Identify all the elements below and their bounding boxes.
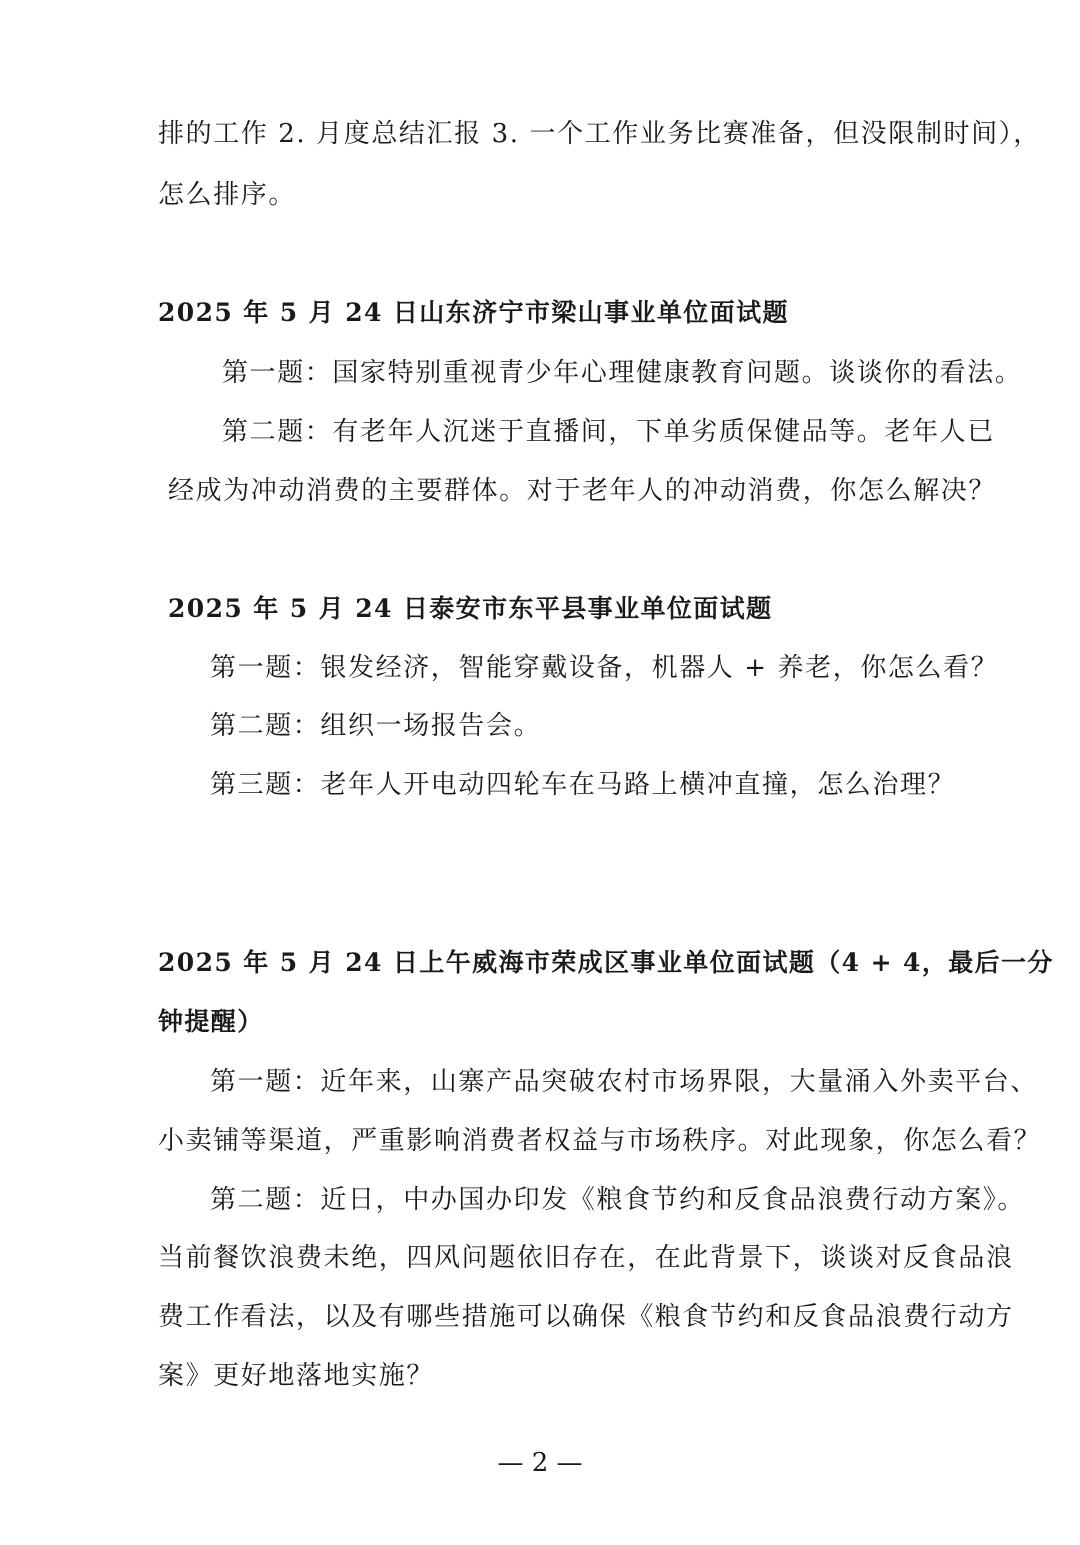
section-title-dongping: 2025 年 5 月 24 日泰安市东平县事业单位面试题	[168, 594, 773, 623]
rongcheng-question-2-line-2: 当前餐饮浪费未绝，四风问题依旧存在，在此背景下，谈谈对反食品浪	[158, 1243, 1014, 1273]
rongcheng-question-1-line-1: 第一题：近年来，山寨产品突破农村市场界限，大量涌入外卖平台、	[210, 1067, 1039, 1097]
rongcheng-question-2-line-3: 费工作看法，以及有哪些措施可以确保《粮食节约和反食品浪费行动方	[158, 1302, 1014, 1332]
rongcheng-question-2-line-1: 第二题：近日，中办国办印发《粮食节约和反食品浪费行动方案》。	[210, 1185, 1026, 1215]
page-number: — 2 —	[497, 1448, 583, 1478]
jining-question-2-line-1: 第二题：有老年人沉迷于直播间，下单劣质保健品等。老年人已	[222, 417, 995, 447]
dongping-question-1: 第一题：银发经济，智能穿戴设备，机器人 + 养老，你怎么看？	[210, 653, 999, 683]
section-title-rongcheng-line-2: 钟提醒）	[158, 1007, 264, 1036]
intro-line-1: 排的工作 2. 月度总结汇报 3. 一个工作业务比赛准备，但没限制时间），	[158, 119, 1041, 149]
jining-question-2-line-2: 经成为冲动消费的主要群体。对于老年人的冲动消费，你怎么解决？	[168, 476, 997, 506]
jining-question-1: 第一题：国家特别重视青少年心理健康教育问题。谈谈你的看法。	[222, 358, 1023, 388]
rongcheng-question-1-line-2: 小卖铺等渠道，严重影响消费者权益与市场秩序。对此现象，你怎么看？	[158, 1126, 1042, 1156]
dongping-question-2: 第二题：组织一场报告会。	[210, 711, 542, 741]
dongping-question-3: 第三题：老年人开电动四轮车在马路上横冲直撞，怎么治理？	[210, 770, 956, 800]
rongcheng-question-2-line-4: 案》更好地落地实施？	[158, 1361, 435, 1391]
section-title-rongcheng-line-1: 2025 年 5 月 24 日上午威海市荣成区事业单位面试题（4 + 4，最后一分	[158, 948, 1054, 977]
intro-line-2: 怎么排序。	[158, 180, 297, 210]
section-title-jining: 2025 年 5 月 24 日山东济宁市梁山事业单位面试题	[158, 298, 789, 327]
